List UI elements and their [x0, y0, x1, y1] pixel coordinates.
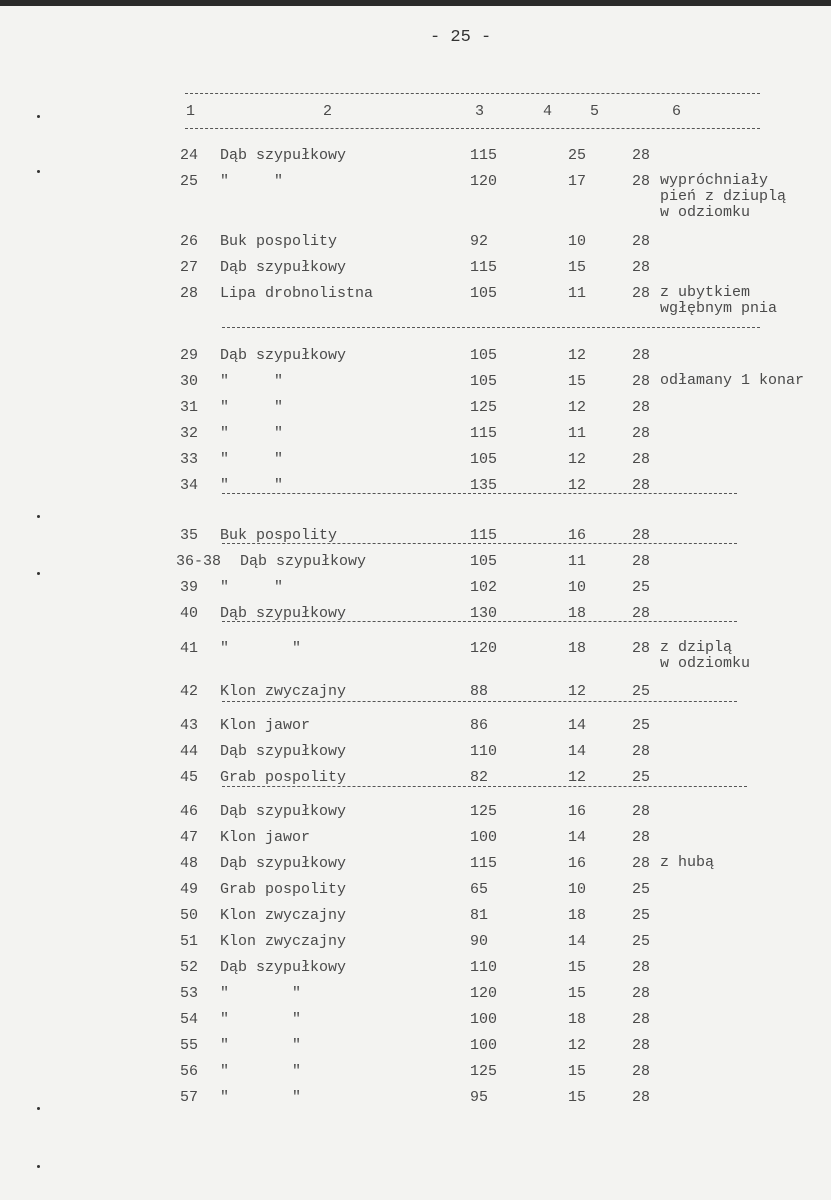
- species-name: " ": [220, 399, 284, 416]
- section-rule-after-35: [222, 543, 737, 544]
- row-number: 29: [180, 347, 199, 364]
- row-number: 25: [180, 173, 199, 190]
- value-col-4: 10: [568, 881, 587, 898]
- species-name: Dąb szypułkowy: [220, 259, 347, 276]
- species-name: " ": [220, 477, 284, 494]
- value-col-3: 110: [470, 743, 498, 760]
- row-number: 55: [180, 1037, 199, 1054]
- value-col-5: 28: [632, 1063, 651, 1080]
- species-name: Klon zwyczajny: [220, 683, 347, 700]
- header-col-1: 1: [186, 103, 196, 120]
- value-col-3: 120: [470, 640, 498, 657]
- species-name: Dąb szypułkowy: [220, 803, 347, 820]
- margin-mark: [37, 572, 40, 575]
- remark: z hubą: [660, 854, 715, 871]
- species-name: Dąb szypułkowy: [220, 605, 347, 622]
- remark: wypróchniały pień z dziuplą w odziomku: [660, 172, 787, 221]
- row-number: 49: [180, 881, 199, 898]
- species-name: Grab pospolity: [220, 881, 347, 898]
- value-col-5: 28: [632, 399, 651, 416]
- value-col-5: 28: [632, 451, 651, 468]
- value-col-4: 10: [568, 233, 587, 250]
- row-number: 56: [180, 1063, 199, 1080]
- value-col-3: 100: [470, 1037, 498, 1054]
- margin-mark: [37, 1165, 40, 1168]
- value-col-4: 15: [568, 985, 587, 1002]
- species-name: Klon jawor: [220, 829, 311, 846]
- value-col-3: 88: [470, 683, 489, 700]
- row-number: 43: [180, 717, 199, 734]
- scan-top-edge: [0, 0, 831, 6]
- value-col-4: 16: [568, 527, 587, 544]
- remark: z ubytkiem wgłębnym pnia: [660, 284, 778, 317]
- value-col-5: 28: [632, 1089, 651, 1106]
- value-col-4: 15: [568, 959, 587, 976]
- section-rule-after-40: [222, 621, 737, 622]
- species-name: " ": [220, 173, 284, 190]
- value-col-5: 28: [632, 347, 651, 364]
- value-col-3: 125: [470, 803, 498, 820]
- row-number: 35: [180, 527, 199, 544]
- value-col-3: 105: [470, 347, 498, 364]
- value-col-4: 12: [568, 683, 587, 700]
- header-top-rule: [185, 93, 760, 94]
- row-number: 46: [180, 803, 199, 820]
- row-number: 45: [180, 769, 199, 786]
- value-col-5: 28: [632, 605, 651, 622]
- value-col-4: 11: [568, 553, 587, 570]
- value-col-4: 15: [568, 259, 587, 276]
- value-col-5: 28: [632, 829, 651, 846]
- remark: odłamany 1 konar: [660, 372, 805, 389]
- remark: z dziplą w odziomku: [660, 639, 751, 672]
- value-col-4: 14: [568, 717, 587, 734]
- value-col-5: 28: [632, 173, 651, 190]
- species-name: Lipa drobnolistna: [220, 285, 374, 302]
- value-col-5: 28: [632, 477, 651, 494]
- value-col-4: 15: [568, 373, 587, 390]
- value-col-3: 82: [470, 769, 489, 786]
- species-name: Buk pospolity: [220, 233, 338, 250]
- value-col-4: 11: [568, 425, 587, 442]
- value-col-5: 28: [632, 285, 651, 302]
- value-col-5: 28: [632, 425, 651, 442]
- value-col-5: 28: [632, 527, 651, 544]
- row-number: 48: [180, 855, 199, 872]
- value-col-5: 25: [632, 933, 651, 950]
- value-col-5: 28: [632, 855, 651, 872]
- row-number: 30: [180, 373, 199, 390]
- value-col-3: 115: [470, 855, 498, 872]
- species-name: Klon zwyczajny: [220, 933, 347, 950]
- row-number: 39: [180, 579, 199, 596]
- margin-mark: [37, 1107, 40, 1110]
- row-number: 52: [180, 959, 199, 976]
- value-col-5: 28: [632, 640, 651, 657]
- row-number: 57: [180, 1089, 199, 1106]
- row-number: 31: [180, 399, 199, 416]
- value-col-5: 25: [632, 717, 651, 734]
- value-col-3: 115: [470, 259, 498, 276]
- row-number: 44: [180, 743, 199, 760]
- species-name: Dąb szypułkowy: [220, 855, 347, 872]
- value-col-4: 17: [568, 173, 587, 190]
- value-col-3: 100: [470, 829, 498, 846]
- row-number: 53: [180, 985, 199, 1002]
- value-col-5: 28: [632, 373, 651, 390]
- value-col-3: 120: [470, 173, 498, 190]
- species-name: Buk pospolity: [220, 527, 338, 544]
- value-col-5: 28: [632, 259, 651, 276]
- value-col-5: 28: [632, 1037, 651, 1054]
- row-number: 40: [180, 605, 199, 622]
- margin-mark: [37, 115, 40, 118]
- section-rule-after-34: [222, 493, 737, 494]
- value-col-4: 14: [568, 743, 587, 760]
- row-number: 36-38: [176, 553, 222, 570]
- value-col-4: 12: [568, 399, 587, 416]
- row-number: 24: [180, 147, 199, 164]
- value-col-4: 10: [568, 579, 587, 596]
- value-col-4: 11: [568, 285, 587, 302]
- value-col-4: 15: [568, 1089, 587, 1106]
- value-col-5: 28: [632, 959, 651, 976]
- species-name: " ": [220, 579, 284, 596]
- value-col-4: 25: [568, 147, 587, 164]
- value-col-5: 28: [632, 1011, 651, 1028]
- value-col-4: 12: [568, 451, 587, 468]
- row-number: 27: [180, 259, 199, 276]
- section-rule-after-42: [222, 701, 737, 702]
- section-rule-after-45: [222, 786, 747, 787]
- value-col-5: 28: [632, 985, 651, 1002]
- value-col-3: 115: [470, 425, 498, 442]
- species-name: Klon zwyczajny: [220, 907, 347, 924]
- header-col-4: 4: [543, 103, 553, 120]
- value-col-3: 102: [470, 579, 498, 596]
- header-col-5: 5: [590, 103, 600, 120]
- row-number: 42: [180, 683, 199, 700]
- row-number: 51: [180, 933, 199, 950]
- row-number: 41: [180, 640, 199, 657]
- species-name: Dąb szypułkowy: [220, 959, 347, 976]
- species-name: " ": [220, 451, 284, 468]
- value-col-5: 25: [632, 769, 651, 786]
- row-number: 28: [180, 285, 199, 302]
- value-col-5: 25: [632, 579, 651, 596]
- value-col-4: 18: [568, 640, 587, 657]
- row-number: 50: [180, 907, 199, 924]
- value-col-4: 12: [568, 769, 587, 786]
- value-col-4: 18: [568, 605, 587, 622]
- value-col-5: 28: [632, 743, 651, 760]
- value-col-3: 120: [470, 985, 498, 1002]
- header-bottom-rule: [185, 128, 760, 129]
- value-col-4: 18: [568, 907, 587, 924]
- species-name: " ": [220, 425, 284, 442]
- row-number: 34: [180, 477, 199, 494]
- species-name: Dąb szypułkowy: [220, 347, 347, 364]
- species-name: Dąb szypułkowy: [240, 553, 367, 570]
- value-col-3: 125: [470, 1063, 498, 1080]
- value-col-5: 25: [632, 881, 651, 898]
- species-name: " ": [220, 1063, 302, 1080]
- value-col-3: 105: [470, 373, 498, 390]
- value-col-3: 105: [470, 285, 498, 302]
- row-number: 26: [180, 233, 199, 250]
- value-col-3: 100: [470, 1011, 498, 1028]
- row-number: 47: [180, 829, 199, 846]
- header-col-6: 6: [672, 103, 682, 120]
- value-col-3: 92: [470, 233, 489, 250]
- section-rule-after-28: [222, 327, 760, 328]
- value-col-5: 28: [632, 553, 651, 570]
- value-col-3: 90: [470, 933, 489, 950]
- value-col-4: 16: [568, 803, 587, 820]
- species-name: " ": [220, 1037, 302, 1054]
- value-col-3: 81: [470, 907, 489, 924]
- value-col-5: 28: [632, 803, 651, 820]
- value-col-3: 95: [470, 1089, 489, 1106]
- value-col-5: 28: [632, 147, 651, 164]
- header-col-3: 3: [475, 103, 485, 120]
- species-name: Dąb szypułkowy: [220, 147, 347, 164]
- value-col-5: 28: [632, 233, 651, 250]
- species-name: Klon jawor: [220, 717, 311, 734]
- species-name: Grab pospolity: [220, 769, 347, 786]
- value-col-4: 15: [568, 1063, 587, 1080]
- margin-mark: [37, 170, 40, 173]
- species-name: " ": [220, 985, 302, 1002]
- species-name: " ": [220, 373, 284, 390]
- species-name: Dąb szypułkowy: [220, 743, 347, 760]
- value-col-4: 12: [568, 477, 587, 494]
- value-col-5: 25: [632, 683, 651, 700]
- value-col-4: 14: [568, 829, 587, 846]
- value-col-3: 105: [470, 451, 498, 468]
- value-col-3: 135: [470, 477, 498, 494]
- row-number: 54: [180, 1011, 199, 1028]
- row-number: 32: [180, 425, 199, 442]
- species-name: " ": [220, 1089, 302, 1106]
- value-col-4: 16: [568, 855, 587, 872]
- value-col-3: 65: [470, 881, 489, 898]
- value-col-4: 14: [568, 933, 587, 950]
- value-col-3: 115: [470, 527, 498, 544]
- species-name: " ": [220, 1011, 302, 1028]
- header-col-2: 2: [323, 103, 333, 120]
- value-col-5: 25: [632, 907, 651, 924]
- value-col-3: 110: [470, 959, 498, 976]
- page-number: - 25 -: [430, 28, 492, 47]
- value-col-4: 12: [568, 1037, 587, 1054]
- value-col-4: 12: [568, 347, 587, 364]
- value-col-4: 18: [568, 1011, 587, 1028]
- value-col-3: 130: [470, 605, 498, 622]
- margin-mark: [37, 515, 40, 518]
- species-name: " ": [220, 640, 302, 657]
- row-number: 33: [180, 451, 199, 468]
- value-col-3: 125: [470, 399, 498, 416]
- value-col-3: 105: [470, 553, 498, 570]
- value-col-3: 86: [470, 717, 489, 734]
- value-col-3: 115: [470, 147, 498, 164]
